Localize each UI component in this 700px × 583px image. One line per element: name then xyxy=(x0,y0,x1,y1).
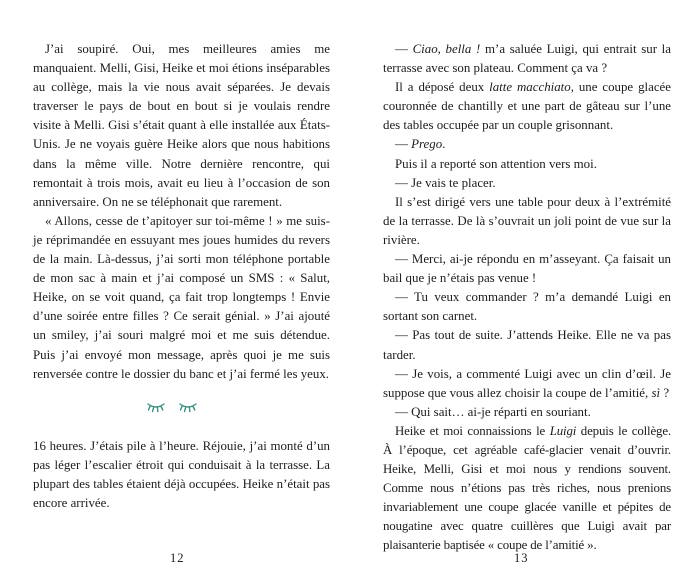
text-run: m’a saluée Luigi, qui entrait sur la terrasse avec son plateau. Comment ça va ? xyxy=(383,42,671,76)
text-run: Il a déposé deux xyxy=(395,80,490,95)
text-run: , une coupe glacée couronnée de chantilly et une part de gâteau sur l’une des tables occupée par un couple grisonnant. xyxy=(383,80,671,133)
text-run: Il s’est dirigé vers une table pour deux à l’extrémité de la terrasse. De là s’ouvrait un joli point de vue sur la rivière. xyxy=(383,194,671,247)
text-run: Heike et moi connaissions le xyxy=(395,423,550,438)
text-run: Puis il a reporté son attention vers moi. xyxy=(395,156,597,171)
italic-run: Luigi xyxy=(549,423,577,438)
left-paragraph-2: « Allons, cesse de t’apitoyer sur toi-même ! » me suis-je réprimandée en essuyant mes joues humides du revers de la main. Là-dessus, j’ai sorti mon téléphone portable de mon sac à main et j’ai composé un SMS : « Salut, Heike, on se voit quand, ça fait trop longtemps ! Envie d’une soirée entre filles ? Ce serait génial. » J’ai ajouté un smiley, j’ai souri malgré moi et me suis détendue. Puis j’ai envoyé mon message, après quoi je me suis renversée contre le dossier du banc et j’ai fermé les yeux. xyxy=(33,213,330,381)
text-run: — Je vois, a commenté Luigi avec un clin d’œil. Je suppose que vous allez choisir la coupe de l’amitié, xyxy=(383,366,671,400)
text-run: — Merci, ai-je répondu en m’asseyant. Ça faisait un bail que je n’étais pas venue ! xyxy=(383,252,671,286)
italic-run: Prego xyxy=(411,137,443,152)
right-paragraph-6 xyxy=(383,193,671,250)
text-run: . xyxy=(442,137,446,152)
left-paragraph-after-break: 16 heures. J’étais pile à l’heure. Réjouie, j’ai monté d’un pas léger l’escalier étroit qui conduisait à la terrasse. La plupart des tables étaient déjà occupées. Heike n’était pas encore arrivée. xyxy=(33,439,330,511)
right-paragraph-2 xyxy=(383,78,671,135)
italic-run: Ciao, bella ! xyxy=(412,42,481,56)
text-run: — xyxy=(395,137,412,152)
right-paragraph-12 xyxy=(383,422,671,556)
left-paragraph-1: J’ai soupiré. Oui, mes meilleures amies me manquaient. Melli, Gisi, Heike et moi étions inséparables au collège, mais la vie nous avait séparées. Je devais traverser le pays de bout en bout si je voulais rendre visite à Melli. Gisi s’était quant à elle installée aux États-Unis. Je ne voyais guère Heike alors que nous habitions dans la même ville. Notre dernière rencontre, qui remontait à trois mois, avait eu lieu à l’occasion de son anniversaire. On ne se téléphonait que rarement. xyxy=(33,42,330,209)
text-run: — Je vais te placer. xyxy=(395,175,496,190)
text-run: depuis le collège. À l’époque, cet agréable café-glacier venait d’ouvrir. Heike, Melli, Gisi et moi nous y rendions souvent. Comme nous n’étions pas très riches, nous prenions invariablement une coupe glacée vanille et pépites de nougatine avec quatre cuillères que Luigi avait par plaisanterie baptisée « coupe de l’amitié ». xyxy=(383,423,671,553)
left-page-section-after-break xyxy=(33,437,330,513)
text-run: — Qui sait… ai-je réparti en souriant. xyxy=(395,404,591,419)
text-run: — Pas tout de suite. J’attends Heike. Elle ne va pas tarder. xyxy=(383,328,671,362)
right-paragraph-3 xyxy=(383,135,671,154)
right-paragraph-5 xyxy=(383,174,671,193)
right-paragraph-4 xyxy=(383,155,671,174)
left-page xyxy=(33,40,330,384)
right-paragraph-7 xyxy=(383,250,671,288)
page-number-right: 13 xyxy=(514,551,529,565)
text-run: ? xyxy=(660,385,670,400)
closed-eyes-icon xyxy=(144,401,200,415)
right-page xyxy=(383,40,671,556)
right-paragraph-11 xyxy=(383,403,671,422)
italic-run: latte macchiato xyxy=(489,80,571,95)
text-run: — xyxy=(395,42,413,56)
right-paragraph-9 xyxy=(383,326,671,364)
right-paragraph-1 xyxy=(383,40,671,78)
italic-run: sì xyxy=(651,385,661,400)
text-run: — Tu veux commander ? m’a demandé Luigi en sortant son carnet. xyxy=(383,290,671,324)
page-number-left: 12 xyxy=(170,551,185,565)
right-paragraph-8 xyxy=(383,288,671,326)
right-paragraph-10 xyxy=(383,365,671,403)
